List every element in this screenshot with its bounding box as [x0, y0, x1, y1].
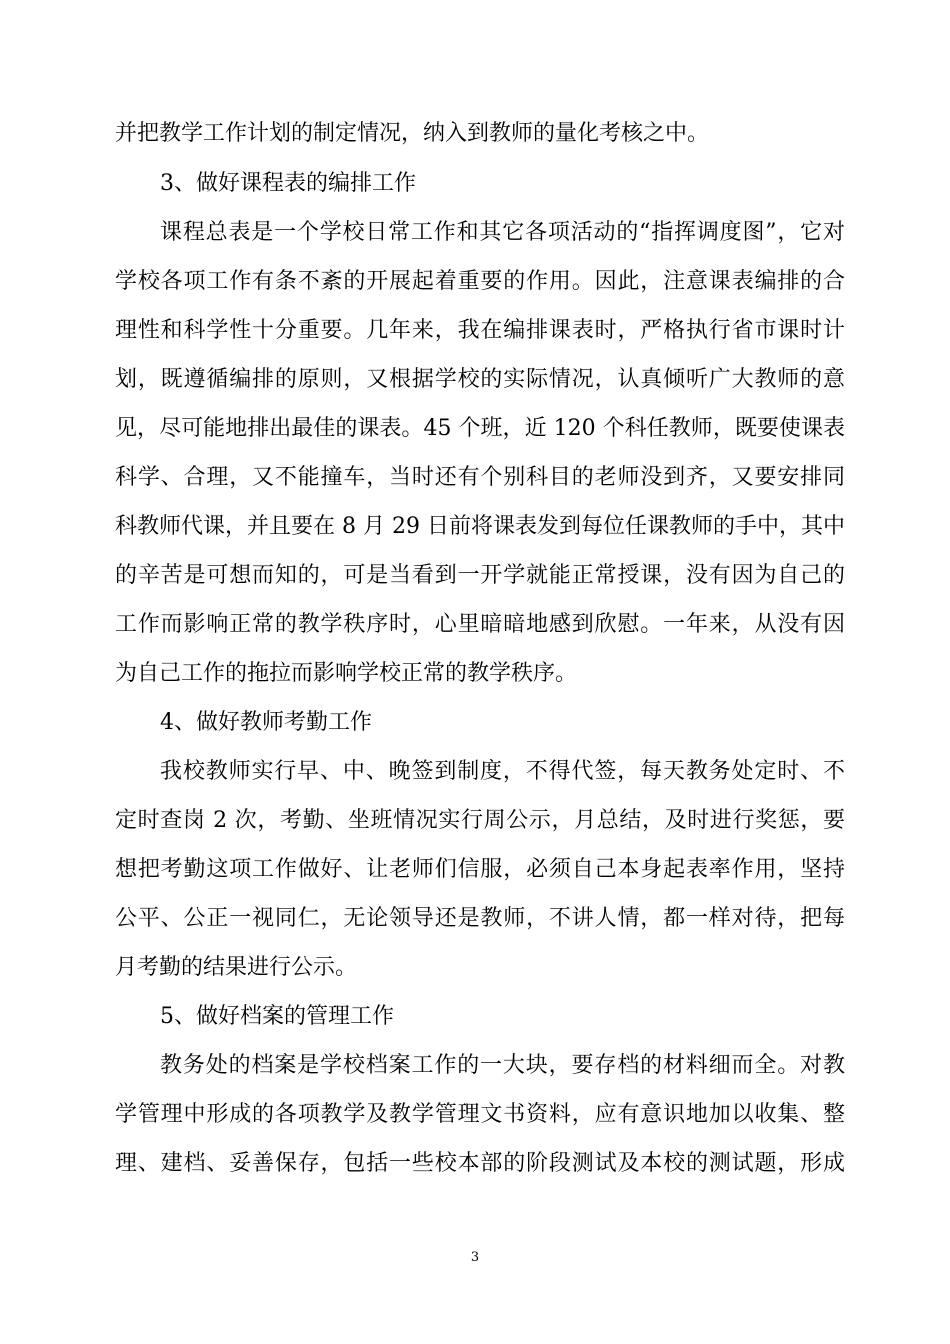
section-heading-4: 4、做好教师考勤工作 [160, 710, 372, 735]
body-text-line: 学管理中形成的各项教学及教学管理文书资料，应有意识地加以收集、整 [115, 1102, 845, 1127]
body-text-line: 划，既遵循编排的原则，又根据学校的实际情况，认真倾听广大教师的意 [115, 367, 845, 392]
body-text-line: 科学、合理，又不能撞车，当时还有个别科目的老师没到齐，又要安排同 [115, 465, 845, 490]
body-text-line: 我校教师实行早、中、晚签到制度，不得代签，每天教务处定时、不 [160, 759, 845, 784]
body-text-line: 科教师代课，并且要在 8 月 29 日前将课表发到每位任课教师的手中，其中 [115, 514, 845, 539]
body-text-line: 月考勤的结果进行公示。 [115, 955, 358, 980]
body-text-line: 学校各项工作有条不紊的开展起着重要的作用。因此，注意课表编排的合 [115, 269, 845, 294]
body-text-line: 课程总表是一个学校日常工作和其它各项活动的“指挥调度图”，它对 [160, 220, 845, 245]
body-text-line: 理性和科学性十分重要。几年来，我在编排课表时，严格执行省市课时计 [115, 318, 845, 343]
body-text-line: 见，尽可能地排出最佳的课表。45 个班，近 120 个科任教师，既要使课表 [115, 416, 845, 441]
body-text-line: 想把考勤这项工作做好、让老师们信服，必须自己本身起表率作用，坚持 [115, 857, 845, 882]
body-text-line: 理、建档、妥善保存，包括一些校本部的阶段测试及本校的测试题，形成 [115, 1151, 845, 1176]
body-text-line: 并把教学工作计划的制定情况，纳入到教师的量化考核之中。 [115, 121, 710, 146]
body-text-line: 教务处的档案是学校档案工作的一大块，要存档的材料细而全。对教 [160, 1053, 845, 1078]
page-number: 3 [470, 1250, 480, 1265]
body-text-line: 公平、公正一视同仁，无论领导还是教师，不讲人情，都一样对待，把每 [115, 906, 845, 931]
body-text-line: 的辛苦是可想而知的，可是当看到一开学就能正常授课，没有因为自己的 [115, 563, 845, 588]
section-heading-3: 3、做好课程表的编排工作 [160, 171, 416, 196]
body-text-line: 工作而影响正常的教学秩序时，心里暗暗地感到欣慰。一年来，从没有因 [115, 612, 845, 637]
section-heading-5: 5、做好档案的管理工作 [160, 1004, 394, 1029]
body-text-line: 为自己工作的拖拉而影响学校正常的教学秩序。 [115, 661, 578, 686]
body-text-line: 定时查岗 2 次，考勤、坐班情况实行周公示，月总结，及时进行奖惩，要 [115, 808, 845, 833]
